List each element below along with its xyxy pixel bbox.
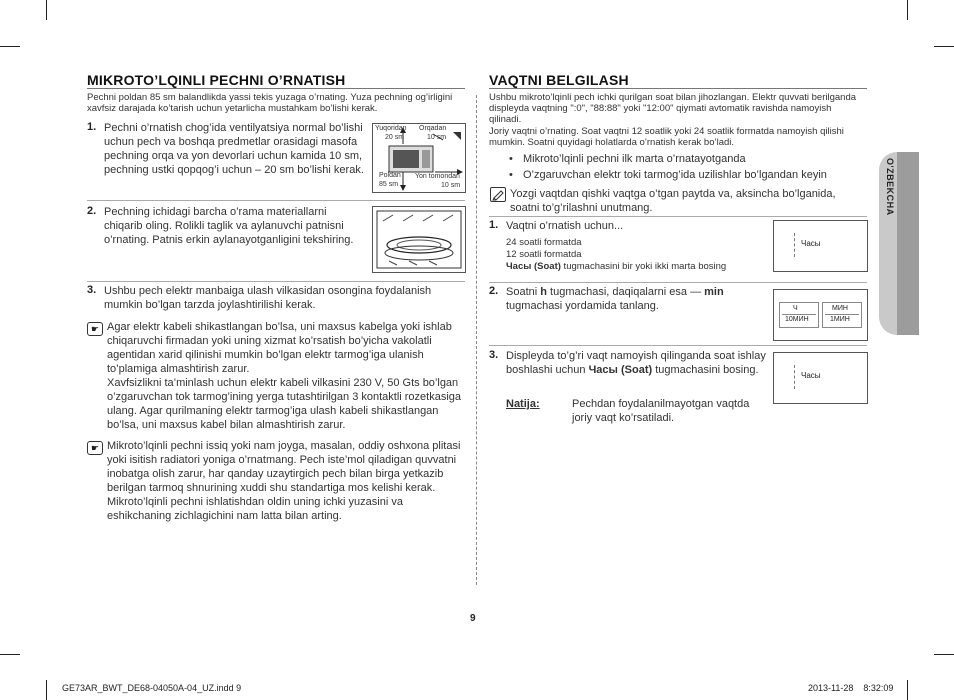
crop-mark [934,654,954,655]
result-label: Natija: [506,398,540,410]
step1-text: Pechni o’rnatish chog’ida ventilyatsiya normal bo’lishi uchun pech va boshqa predmetlar orasidagi masofa pechning orqa va yon devorlari uchun kamida 10 sm, pechning ustki qopqog’i uchun – 20 sm bo’lishi kerak. [104,122,364,176]
footer-right: 2013-11-28 8:32:09 [808,683,894,693]
label-top: Yuqoridan [375,125,407,132]
footer-left: GE73AR_BWT_DE68-04050A-04_UZ.indd 9 [62,683,242,693]
step-number: 3. [87,284,97,296]
step2-part: Soatni [506,286,541,298]
note1b-text: Xavfsizlikni ta’minlash uchun elektr kabeli vilkasini 230 V, 50 Gts bo’lgan o’zgaruvchan tok tarmog’ining yerga tutashtirilgan 3 kontaktli rozetkasiga ulang. Agar qurilmaning elektr tarmog’iga ulash kabeli shikastlangan bo’lsa, uni maxsus kabel bilan almashtirish zarur. [107,377,462,431]
section-divider [489,282,867,283]
crop-mark [0,46,20,47]
crop-mark [934,46,954,47]
hour-button-bottom: 10МИН [785,316,809,323]
label-side: Yon tomondan [415,173,460,180]
clock-button-figure [773,220,868,272]
minute-button-bottom: 1МИН [830,316,850,323]
label-floor-val: 85 sm [379,181,399,188]
memo-text: Yozgi vaqtdan qishki vaqtga o’tgan paytda va, aksincha bo’lganida, soatni to’g’rilashni unutmang. [510,188,836,214]
heading-rule [489,88,867,89]
step1-hint [506,261,726,272]
clock-button-figure [773,352,868,404]
label-back: Orqadan [419,125,447,132]
label-back-val: 10 sm [427,134,447,141]
language-tab-label: O'ZBEKCHA [885,158,895,216]
result-text: Pechdan foydalanilmayotgan vaqtda joriy vaqt ko’rsatiladi. [572,398,750,424]
step3-part: Displeyda to’g’ri vaqt namoyish qilinganda soat ishlay boshlashi uchun [506,350,766,376]
crop-mark [46,0,47,20]
format-12: 12 soatli formatda [506,249,582,260]
clock-button-label: Часы [801,371,821,380]
step1-text: Vaqtni o’rnatish uchun... [506,220,624,232]
minute-button-top: МИН [832,305,848,312]
note1-text: Agar elektr kabeli shikastlangan bo’lsa, uni maxsus kabelga yoki ishlab chiqaruvchi firmadan yoki uning xizmat ko’rsatish bo’yicha vakolatli agentidan xarid qilinishi mumkin bo’lgan elektr tarmog’iga ulanish to’plamiga almashtirish zarur. [107,321,452,375]
crop-mark [907,0,908,20]
hour-button[interactable] [779,302,819,328]
format-24: 24 soatli formatda [506,237,582,248]
clearance-diagram [372,123,466,193]
step-number: 1. [489,219,499,231]
label-top-val: 20 sm [385,134,405,141]
step2-part: tugmachasi yordamida tanlang. [506,300,659,312]
button-divider [825,314,859,315]
bullet-text: • Mikroto’lqinli pechni ilk marta o’rnatayotganda [523,153,746,165]
right-heading: VAQTNI BELGILASH [489,72,629,88]
label-side-val: 10 sm [441,182,461,189]
page-number: 9 [470,613,476,624]
heading-rule [87,88,465,89]
step3-bold: Часы (Soat) [588,364,653,376]
step1-hint-rest: tugmachasini bir yoki ikki marta bosing [560,261,727,272]
step2-h: h [540,286,547,298]
column-divider [476,95,477,585]
left-intro: Pechni poldan 85 sm balandlikda yassi tekis yuzaga o’rnating. Yuza pechning og’irligini xavfsiz darajada ko’tarish uchun yetarlicha mustahkam bo’lishi kerak. [87,92,453,114]
step2-text: Pechning ichidagi barcha o’rama materiallarni chiqarib oling. Rolikli taglik va aylanuvchi patnisni o’rnating. Patnis erkin aylanayotganligini tekshiring. [104,206,354,246]
crop-mark [907,680,908,700]
step3-text: Ushbu pech elektr manbaiga ulash vilkasidan osongina foydalanish mumkin bo’lgan tarzda joylashtirilishi kerak. [104,285,432,311]
step3-text [506,349,768,377]
section-divider [489,216,867,217]
bullet-text: • O’zgaruvchan elektr toki tarmog’ida uzilishlar bo’lgandan keyin [523,169,827,181]
section-divider [87,281,465,282]
clock-button-label: Часы [801,239,821,248]
step2-text [506,285,768,313]
step2-min: min [704,286,724,298]
step2-part: tugmachasi, daqiqalarni esa — [546,286,705,298]
memo-pencil-icon [490,187,506,202]
language-tab-dark [897,152,919,335]
button-divider [782,314,816,315]
left-heading: MIKROTO’LQINLI PECHNI O’RNATISH [87,72,346,88]
step1-hint-bold: Часы (Soat) [506,261,561,272]
section-divider [489,345,867,346]
crop-mark [0,654,20,655]
note2-text: Mikroto’lqinli pechni issiq yoki nam joyga, masalan, oddiy oshxona plitasi yoki isitish radiatori yoniga o’rnatmang. Pech iste’mol qiladigan quvvatni inobatga olish zarur, har qanday uzaytirgich pech bilan birga yetkazib berilgan tarmoq shnurining xuddi shu standartiga mos kelishi kerak. Mikroto’lqinli pechni ishlatishdan oldin uning ichki yuzasini va eshikchaning zichlagichini nam latta bilan arting. [107,440,461,522]
step-number: 1. [87,121,97,133]
minute-button[interactable] [822,302,862,328]
bullet-item [523,152,863,166]
bullet-item [523,168,863,182]
time-buttons-figure [773,289,868,341]
hour-button-top: Ч [793,305,798,312]
crop-mark [46,680,47,700]
label-floor: Poldan [379,172,401,179]
note-hand-icon: ☛ [87,441,103,455]
step-number: 2. [489,285,499,297]
clock-button[interactable] [794,233,845,257]
step-number: 2. [87,205,97,217]
section-divider [87,200,465,201]
right-intro1: Ushbu mikroto’lqinli pech ichki qurilgan soat bilan jihozlangan. Elektr quvvati berilganda displeyda vaqtning ":0", "88:88" yoki "12:00" qiymati avtomatik ravishda namoyish qilinadi. [489,92,857,125]
note-hand-icon: ☛ [87,322,103,336]
oven-interior-diagram [372,206,466,273]
right-intro2: Joriy vaqtni o’rnating. Soat vaqtni 12 soatlik yoki 24 soatlik formatda namoyish qilishi mumkin. Soatni quyidagi holatlarda o’rnatish kerak bo’ladi. [489,126,844,148]
step-number: 3. [489,349,499,361]
clock-button[interactable] [794,365,845,389]
step3-part: tugmachasini bosing. [652,364,759,376]
